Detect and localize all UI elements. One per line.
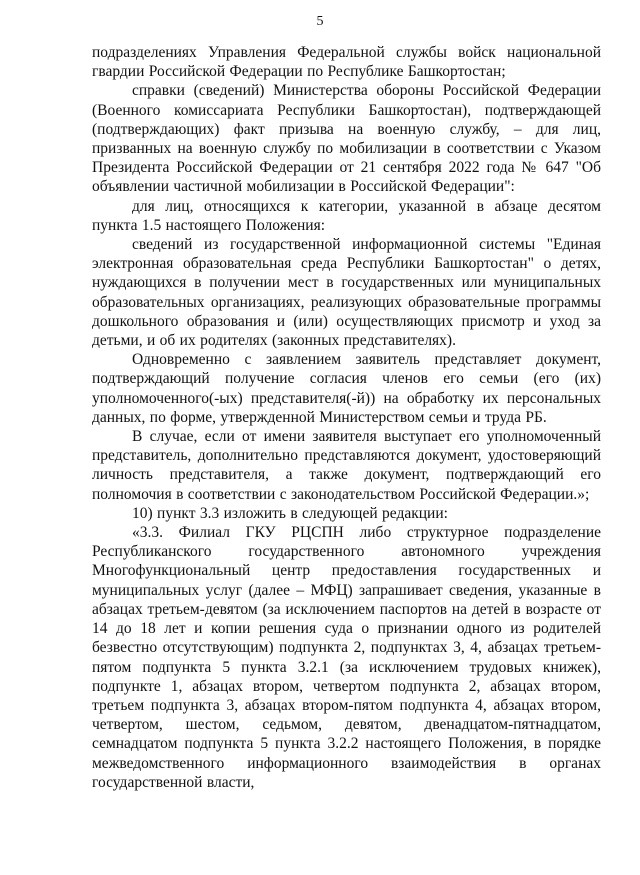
paragraph-category-reference: для лиц, относящихся к категории, указанной в абзаце десятом пункта 1.5 настоящего Положения:: [92, 197, 601, 234]
page-number: 5: [316, 14, 324, 29]
paragraph-defense-ministry-certificate: справки (сведений) Министерства обороны Российской Федерации (Военного комиссариата Республики Башкортостан), подтверждающей (подтверждающих) факт призыва на военную службу, – для лиц, призванных на военную службу по мобилизации в соответствии с Указом Президента Российской Федерации от 21 сентября 2022 года № 647 "Об объявлении частичной мобилизации в Российской Федерации":: [92, 82, 601, 196]
paragraph-item-10: 10) пункт 3.3 изложить в следующей редакции:: [132, 504, 448, 522]
document-body: [92, 43, 601, 792]
paragraph-clause-3-3: «3.3. Филиал ГКУ РЦСПН либо структурное подразделение Республиканского государственного автономного учреждения Многофункциональный центр предоставления государственных и муниципальных услуг (далее – МФЦ) запрашивает сведения, указанные в абзацах третьем-девятом (за исключением паспортов на детей в возрасте от 14 до 18 лет и копии решения суда о признании одного из родителей безвестно отсутствующим) подпункта 2, подпунктах 3, 4, абзацах третьем-пятом подпункта 5 пункта 3.2.1 (за исключением трудовых книжек), подпункте 1, абзацах втором, четвертом подпункта 2, абзацах втором, третьем подпункта 3, абзацах втором-пятом подпункта 4, абзацах втором, четвертом, шестом, седьмом, девятом, двенадцатом-пятнадцатом, семнадцатом подпункта 5 пункта 3.2.2 настоящего Положения, в порядке межведомственного информационного взаимодействия в органах государственной власти,: [92, 524, 601, 791]
paragraph-rosgvardia-continuation: подразделениях Управления Федеральной службы войск национальной гвардии Российской Федерации по Республике Башкортостан;: [92, 44, 601, 81]
paragraph-education-system-info: сведений из государственной информационной системы "Единая электронная образовательная среда Республики Башкортостан" о детях, нуждающихся в получении мест в государственных или муниципальных образовательных организациях, реализующих образовательные программы дошкольного образования и (или) осуществляющих присмотр и уход за детьми, и об их родителях (законных представителях).: [92, 236, 601, 350]
paragraph-representative-documents: В случае, если от имени заявителя выступает его уполномоченный представитель, дополнительно представляются документ, удостоверяющий личность представителя, а также документ, подтверждающий его полномочия в соответствии с законодательством Российской Федерации.»;: [92, 428, 601, 503]
paragraph-consent-document: Одновременно с заявлением заявитель представляет документ, подтверждающий получение согласия членов его семьи (его (их) уполномоченного(-ых) представителя(-й)) на обработку их персональных данных, по форме, утвержденной Министерством семьи и труда РБ.: [92, 351, 601, 426]
